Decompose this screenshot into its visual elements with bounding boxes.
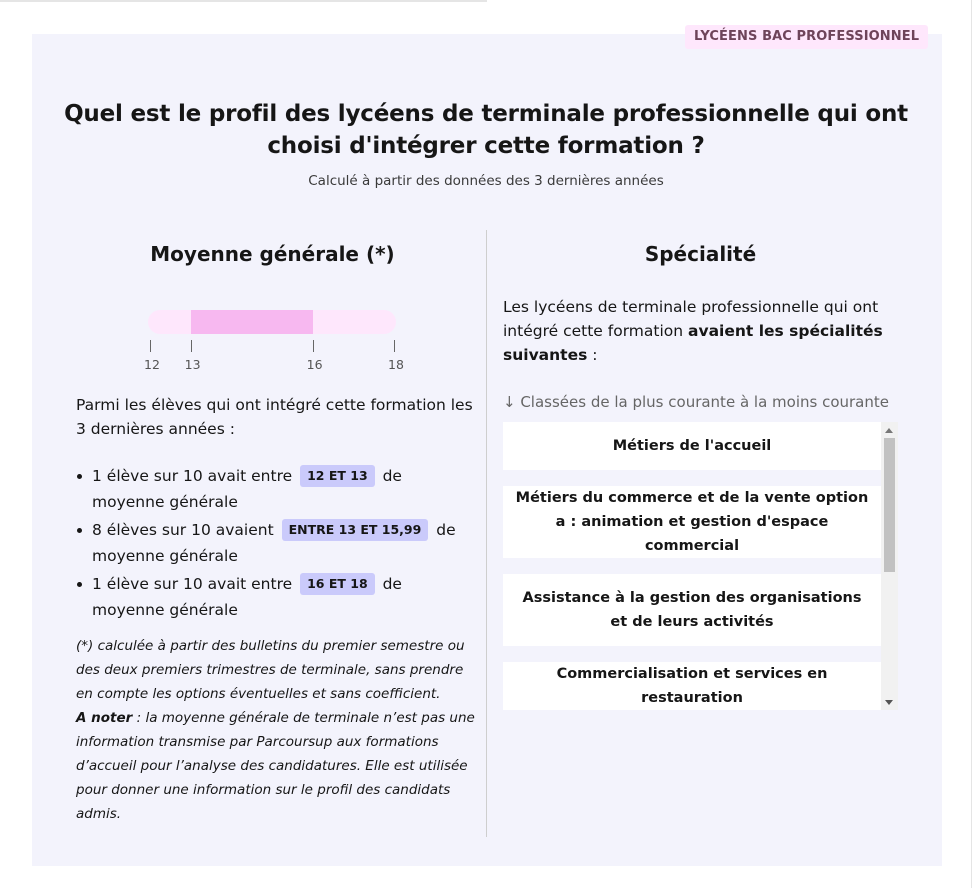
range-tag: 16 ET 18 [300, 573, 375, 595]
stats-intro: Parmi les élèves qui ont intégré cette formation les 3 dernières années : [76, 396, 473, 438]
sort-hint: ↓ Classées de la plus courante à la moins courante [503, 393, 889, 411]
page-subtitle: Calculé à partir des données des 3 dernières années [308, 173, 664, 189]
tick-label-max: 18 [388, 357, 404, 372]
tick-label-min: 12 [144, 357, 160, 372]
stats-list [76, 463, 476, 625]
tick-mark-max [394, 340, 395, 352]
list-item: Métiers de l'accueil [503, 422, 881, 470]
average-range-bar [148, 310, 396, 334]
description-end: : [587, 346, 598, 364]
scrollbar-thumb[interactable] [884, 438, 895, 572]
description-text: Les lycéens de terminale professionnelle qui ont intégré cette formation [503, 298, 879, 340]
note-label: A noter [76, 710, 133, 726]
stat-text: 1 élève sur 10 avait entre [92, 467, 293, 485]
tick-label-high: 16 [306, 357, 323, 372]
tick-mark-high [313, 340, 314, 352]
list-item: Métiers du commerce et de la vente option a : animation et gestion d'espace commercial [503, 486, 881, 558]
scrollbar[interactable] [881, 422, 898, 710]
speciality-heading: Spécialité [644, 242, 757, 266]
tick-mark-min [150, 340, 151, 352]
list-item [76, 571, 476, 623]
footnote-text: (*) calculée à partir des bulletins du premier semestre ou des deux premiers trimestres de terminale, sans prendre en compte les options éventuelles et sans coefficient. [76, 638, 465, 702]
range-fill [191, 310, 313, 334]
range-tag: ENTRE 13 ET 15,99 [282, 519, 429, 541]
list-item [76, 517, 476, 569]
list-item: Assistance à la gestion des organisations et de leurs activités [503, 574, 881, 646]
stat-text: 1 élève sur 10 avait entre [92, 575, 293, 593]
note-text: : la moyenne générale de terminale n’est pas une information transmise par Parcoursup aux formations d’accueil pour l’analyse des candidatures. Elle est utilisée pour donner une information sur le profil des candidats admis. [76, 710, 475, 822]
category-badge: LYCÉENS BAC PROFESSIONNEL [685, 25, 928, 49]
stat-text: de moyenne générale [92, 521, 456, 565]
list-item [76, 463, 476, 515]
footnote [76, 634, 476, 826]
top-border [0, 0, 487, 2]
tick-label-low: 13 [184, 357, 201, 372]
description-bold: avaient les spécialités suivantes [503, 322, 883, 364]
tick-mark-low [191, 340, 192, 352]
speciality-list[interactable] [503, 422, 898, 710]
scroll-up-arrow-icon[interactable] [885, 428, 893, 433]
speciality-description [503, 295, 893, 367]
column-divider [486, 230, 487, 837]
stat-text: de moyenne générale [92, 467, 402, 511]
list-item: Commercialisation et services en restauration [503, 662, 881, 710]
stat-text: de moyenne générale [92, 575, 402, 619]
stat-text: 8 élèves sur 10 avaient [92, 521, 274, 539]
page-title: Quel est le profil des lycéens de terminale professionnelle qui ont choisi d'intégrer cette formation ? [64, 101, 908, 159]
scroll-down-arrow-icon[interactable] [885, 700, 893, 705]
range-tag: 12 ET 13 [300, 465, 375, 487]
average-heading: Moyenne générale (*) [150, 242, 395, 266]
